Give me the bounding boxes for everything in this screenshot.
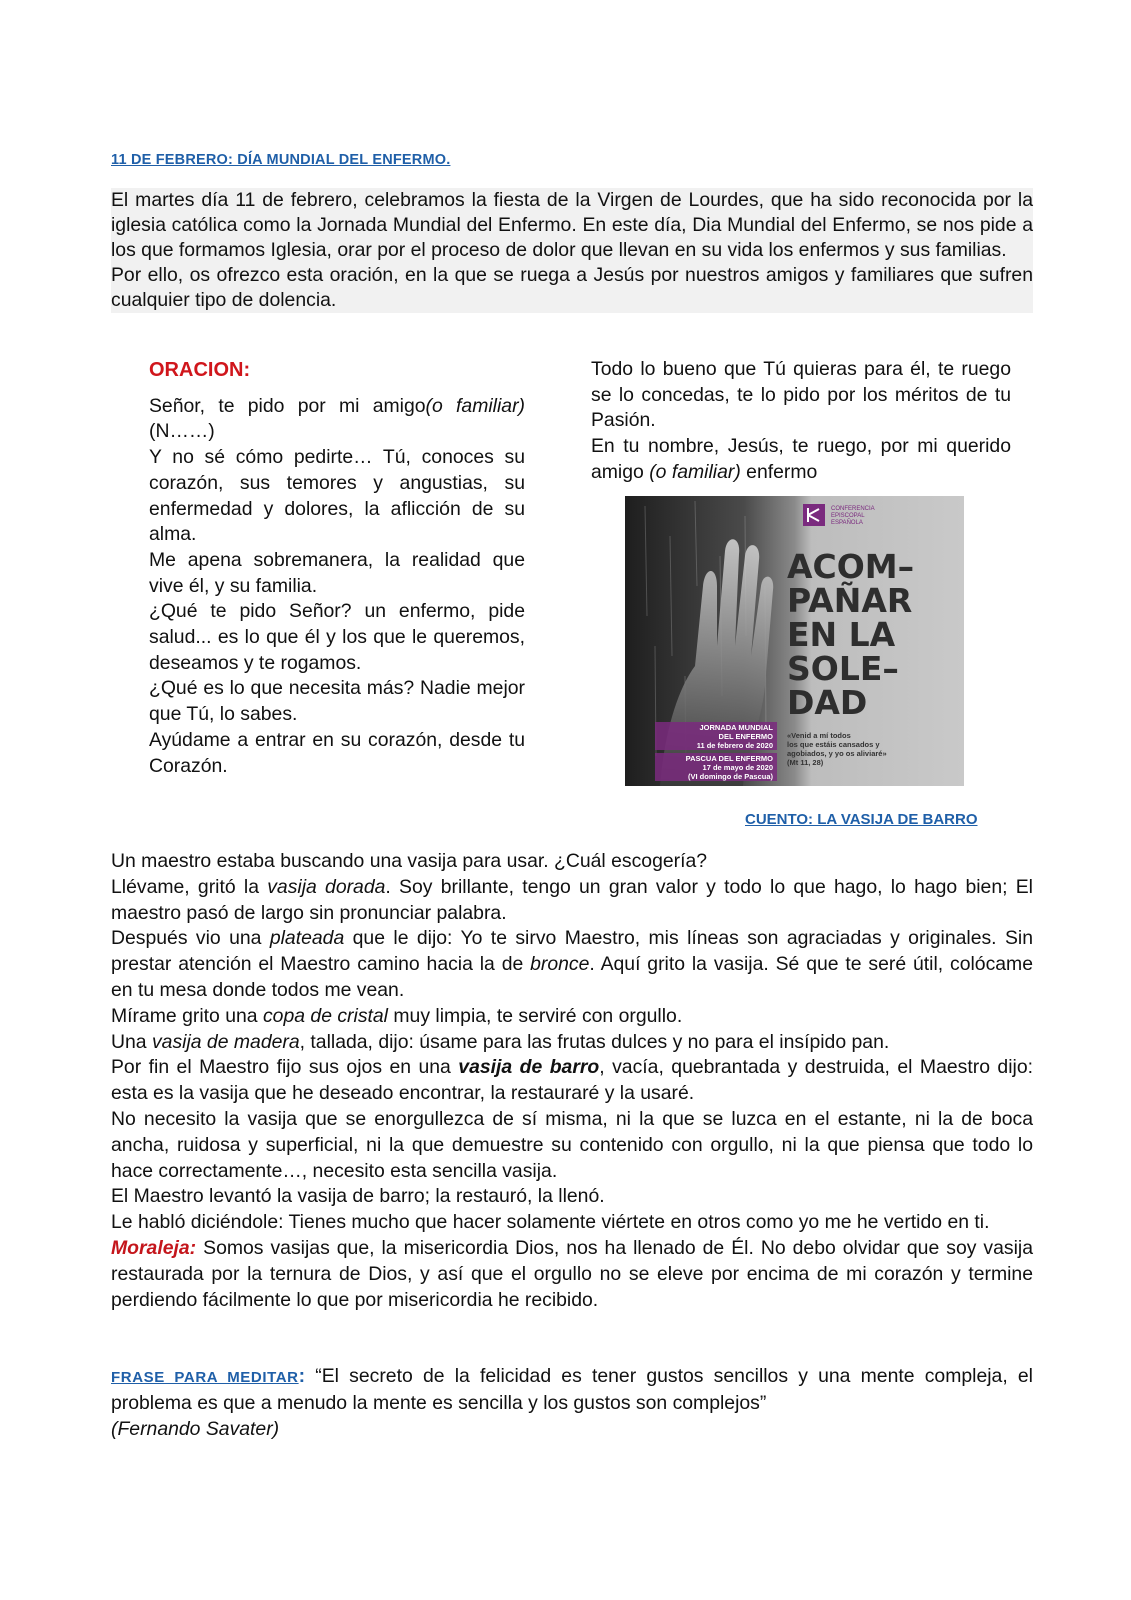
prayer-line-4: ¿Qué te pido Señor? un enfermo, pide salud... es lo que él y los que le queremos, deseamos y te rogamos. — [149, 600, 525, 674]
story-line-1: Un maestro estaba buscando una vasija para usar. ¿Cuál escogería? — [111, 850, 708, 872]
quote-text: “El secreto de la felicidad es tener gustos sencillos y una mente compleja, el problema es que a menudo la mente es sencilla y los gustos son complejos” — [111, 1365, 1033, 1414]
moraleja-paragraph — [111, 1236, 1033, 1313]
intro-paragraph-1: El martes día 11 de febrero, celebramos la fiesta de la Virgen de Lourdes, que ha sido reconocida por la iglesia católica como la Jornada Mundial del Enfermo. En este día, Dia Mundial del Enfermo, se nos pide a los que formamos Iglesia, orar por el proceso de dolor que llevan en su vida los enfermos y sus familias. — [111, 189, 1033, 261]
story-line-3-italic-1: plateada — [269, 927, 345, 950]
story-line-3-italic-2: bronce — [530, 953, 590, 976]
prayer-line-6: Ayúdame a entrar en su corazón, desde tu Corazón. — [149, 728, 525, 777]
story-line-9: Le habló diciéndole: Tienes mucho que hacer solamente viértete en otros como yo me he vertido en ti. — [111, 1211, 990, 1234]
poster-headline-line-4: SOLE– — [787, 649, 899, 688]
moraleja-label: Moraleja: — [111, 1236, 197, 1259]
poster-quote-line-4: (Mt 11, 28) — [787, 758, 824, 767]
story-line-5-c: , tallada, dijo: úsame para las frutas dulces y no para el insípido pan. — [299, 1030, 890, 1053]
prayer-line-2: Y no sé cómo pedirte… Tú, conoces su corazón, sus temores y angustias, su enfermedad y dolores, la aflicción de su alma. — [149, 446, 525, 546]
story-line-4-italic: copa de cristal — [262, 1004, 388, 1027]
poster-jornada-line-1: JORNADA MUNDIAL — [699, 723, 773, 732]
story-line-3-a: Después vio una — [111, 927, 270, 950]
story-line-6 — [111, 1055, 1033, 1107]
story-line-4 — [111, 1004, 1033, 1030]
poster-quote-line-2: los que estáis cansados y — [787, 740, 880, 749]
prayer-continuation-2-italic: (o familiar) — [649, 460, 741, 483]
prayer-continuation-2 — [591, 434, 1011, 485]
poster-headline-line-2: PAÑAR — [787, 581, 913, 620]
quote-author: (Fernando Savater) — [111, 1417, 280, 1440]
story-line-2-c: . Soy brillante, tengo un gran valor y todo lo que hago, lo hago bien; El maestro pasó de largo sin pronunciar palabra. — [111, 875, 1033, 924]
story-section — [111, 849, 1033, 1313]
page-title: 11 DE FEBRERO: DÍA MUNDIAL DEL ENFERMO. — [111, 152, 451, 168]
prayer-continuation-1: Todo lo bueno que Tú quieras para él, te ruego se lo concedas, te lo pido por los méritos de tu Pasión. — [591, 358, 1011, 432]
story-line-2 — [111, 875, 1033, 927]
story-line-3-c: que le dijo: Yo te sirvo Maestro, mis líneas son agraciadas y originales. Sin prestar atención el Maestro camino hacia la de — [111, 927, 1033, 976]
poster-headline-line-3: EN LA — [787, 615, 896, 654]
poster-pascua-line-1: PASCUA DEL ENFERMO — [685, 754, 773, 763]
prayer-column — [149, 358, 525, 779]
prayer-line-1-text: Señor, te pido por mi amigo — [149, 394, 426, 417]
campaign-poster-image — [625, 496, 964, 786]
intro-paragraph-2: Por ello, os ofrezco esta oración, en la que se ruega a Jesús por nuestros amigos y familiares que sufren cualquier tipo de dolencia. — [111, 264, 1033, 311]
story-line-5-italic: vasija de madera — [151, 1030, 300, 1053]
quote-label-colon: : — [298, 1365, 306, 1387]
poster-headline-line-5: DAD — [787, 683, 868, 722]
poster-pascua-line-3: (VI domingo de Pascua) — [687, 772, 773, 781]
prayer-continuation-2-text: En tu nombre, Jesús, te ruego, por mi querido amigo — [591, 435, 1011, 483]
story-line-6-bold-italic: vasija de barro — [458, 1056, 600, 1079]
story-line-5 — [111, 1030, 1033, 1056]
prayer-continuation-2-end: enfermo — [740, 460, 818, 483]
prayer-continuation-column — [591, 357, 1011, 486]
story-line-5-a: Una — [111, 1030, 152, 1053]
prayer-line-1-name: (N……) — [149, 420, 215, 443]
poster-org-line-1: CONFERENCIA — [831, 506, 875, 512]
story-line-2-italic: vasija dorada — [267, 875, 386, 898]
poster-graphic — [625, 496, 964, 786]
story-line-6-a: Por fin el Maestro fijo sus ojos en una — [111, 1056, 459, 1079]
story-line-8: El Maestro levantó la vasija de barro; la restauró, la llenó. — [111, 1185, 605, 1208]
poster-org-line-2: EPISCOPAL — [831, 513, 865, 519]
prayer-line-3: Me apena sobremanera, la realidad que vive él, y su familia. — [149, 548, 525, 597]
story-line-7: No necesito la vasija que se enorgullezca de sí misma, ni la que se luzca en el estante, ni la de boca ancha, ruidosa y superficial, ni la que demuestre su contenido con orgullo, ni la que piensa que todo lo hace correctamente…, necesito esta sencilla vasija. — [111, 1107, 1033, 1182]
poster-headline-line-1: ACOM– — [787, 547, 915, 586]
prayer-line-5: ¿Qué es lo que necesita más? Nadie mejor que Tú, lo sabes. — [149, 677, 525, 726]
story-line-4-a: Mírame grito una — [111, 1004, 263, 1027]
poster-quote-line-3: agobiados, y yo os aliviaré» — [787, 749, 887, 758]
intro-section — [111, 188, 1033, 313]
poster-jornada-line-3: 11 de febrero de 2020 — [696, 741, 773, 750]
poster-quote-line-1: «Venid a mí todos — [787, 731, 851, 740]
prayer-line-1-italic: (o familiar) — [425, 394, 525, 417]
story-line-3 — [111, 926, 1033, 1003]
story-line-4-c: muy limpia, te serviré con orgullo. — [388, 1004, 683, 1027]
story-line-3-e: . Aquí grito la vasija. Sé que te seré útil, colócame en tu mesa donde todos me vean. — [111, 953, 1033, 1001]
story-line-2-a: Llévame, gritó la — [111, 875, 268, 898]
poster-org-line-3: ESPAÑOLA — [831, 520, 863, 526]
story-title: CUENTO: LA VASIJA DE BARRO — [745, 811, 978, 828]
prayer-line-1 — [149, 394, 525, 445]
moraleja-text: Somos vasijas que, la misericordia Dios, nos ha llenado de Él. No debo olvidar que soy vasija restaurada por la ternura de Dios, y así que el orgullo no se eleve por encima de mi corazón y termine perdiendo fácilmente lo que por misericordia he recibido. — [111, 1236, 1033, 1311]
quote-section — [111, 1364, 1033, 1442]
story-line-6-c: , vacía, quebrantada y destruida, el Maestro dijo: esta es la vasija que he deseado encontrar, la restauraré y la usaré. — [111, 1056, 1033, 1105]
prayer-title: ORACION: — [149, 359, 251, 381]
quote-label: FRASE PARA MEDITAR — [111, 1369, 299, 1386]
poster-jornada-line-2: DEL ENFERMO — [718, 732, 773, 741]
poster-pascua-line-2: 17 de mayo de 2020 — [702, 763, 773, 772]
